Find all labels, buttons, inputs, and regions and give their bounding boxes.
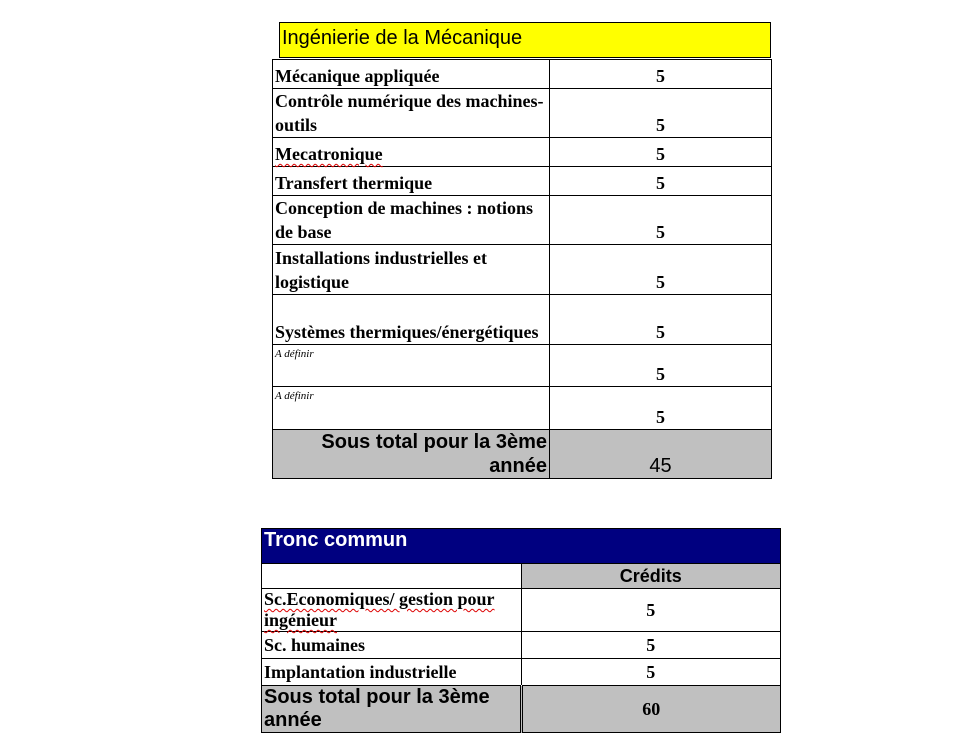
course-credits: 5 — [550, 345, 772, 387]
table-row — [273, 295, 772, 345]
course-name: Implantation industrielle — [262, 659, 522, 686]
table-row — [262, 589, 781, 632]
table-row — [273, 138, 772, 167]
table-row — [262, 632, 781, 659]
course-name: Contrôle numérique des machines-outils — [273, 89, 550, 138]
mechanics-courses-table — [272, 59, 772, 479]
empty-header-cell — [262, 564, 522, 589]
course-credits: 5 — [550, 167, 772, 196]
course-credits: 5 — [521, 589, 781, 632]
table2-header-row — [262, 529, 781, 564]
column-header-row — [262, 564, 781, 589]
course-credits: 5 — [550, 245, 772, 295]
subtotal-row — [273, 430, 772, 479]
table-row — [273, 387, 772, 430]
course-credits: 5 — [550, 89, 772, 138]
course-name: Mecatronique — [275, 144, 383, 164]
table1-title: Ingénierie de la Mécanique — [279, 22, 771, 58]
course-name: A définir — [273, 387, 550, 430]
table-row — [273, 345, 772, 387]
table-row — [273, 196, 772, 245]
credits-column-header: Crédits — [521, 564, 781, 589]
course-name: Sc. humaines — [262, 632, 522, 659]
course-name: Sc.Economiques/ gestion pour ingénieur — [264, 589, 495, 630]
course-credits: 5 — [521, 632, 781, 659]
course-name: Transfert thermique — [273, 167, 550, 196]
course-credits: 5 — [550, 138, 772, 167]
table-row — [273, 167, 772, 196]
subtotal-label: Sous total pour la 3ème année — [273, 430, 550, 479]
table-row — [262, 659, 781, 686]
table-row — [273, 245, 772, 295]
common-core-table — [261, 528, 781, 733]
course-credits: 5 — [550, 387, 772, 430]
subtotal-value: 45 — [550, 430, 772, 479]
course-credits: 5 — [550, 196, 772, 245]
course-name: Systèmes thermiques/énergétiques — [273, 295, 550, 345]
table-row — [273, 60, 772, 89]
table-row — [273, 89, 772, 138]
course-credits: 5 — [550, 60, 772, 89]
course-name: Conception de machines : notions de base — [273, 196, 550, 245]
table2-title: Tronc commun — [262, 529, 781, 564]
course-credits: 5 — [521, 659, 781, 686]
course-name: A définir — [273, 345, 550, 387]
course-name: Installations industrielles et logistique — [273, 245, 550, 295]
course-name: Mécanique appliquée — [273, 60, 550, 89]
subtotal-label: Sous total pour la 3ème année — [262, 686, 522, 733]
course-credits: 5 — [550, 295, 772, 345]
subtotal-row — [262, 686, 781, 733]
subtotal-value: 60 — [521, 686, 781, 733]
